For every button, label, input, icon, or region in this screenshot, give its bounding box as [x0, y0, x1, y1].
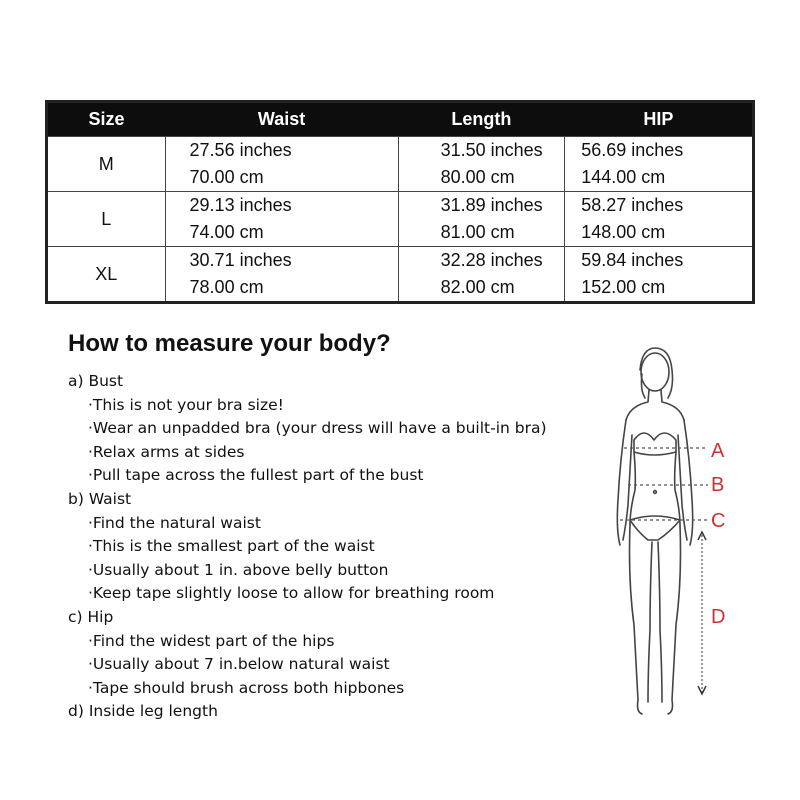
body-measurement-figure: [590, 340, 750, 730]
hip-cell: [565, 192, 754, 247]
label-leg-d: D: [711, 606, 726, 628]
header-hip: HIP: [565, 102, 754, 137]
size-label: L: [47, 192, 166, 247]
header-length: Length: [398, 102, 565, 137]
size-label: XL: [47, 247, 166, 303]
header-waist: Waist: [165, 102, 398, 137]
header-size: Size: [47, 102, 166, 137]
guide-line: ·Keep tape slightly loose to allow for breathing room: [88, 584, 495, 603]
guide-line: b) Waist: [68, 489, 132, 508]
waist-cm: 78.00 cm: [189, 277, 264, 297]
guide-line: ·Usually about 1 in. above belly button: [88, 560, 389, 579]
hip-cell: [565, 137, 754, 192]
hip-cm: 148.00 cm: [581, 222, 666, 242]
size-chart-table: [45, 100, 755, 304]
label-bust-a: A: [711, 440, 725, 462]
guide-line: ·Tape should brush across both hipbones: [88, 678, 405, 697]
length-inches: 31.89 inches: [440, 195, 543, 215]
guide-line: c) Hip: [68, 607, 114, 626]
waist-inches: 29.13 inches: [189, 195, 292, 215]
hip-cell: [565, 247, 754, 303]
waist-inches: 30.71 inches: [189, 250, 292, 270]
table-row: [47, 247, 754, 303]
length-inches: 32.28 inches: [440, 250, 543, 270]
label-hip-c: C: [711, 510, 726, 532]
guide-line: ·Find the widest part of the hips: [88, 631, 335, 650]
length-cell: [398, 247, 565, 303]
table-row: [47, 137, 754, 192]
guide-line: ·Pull tape across the fullest part of the bust: [88, 466, 424, 485]
hip-inches: 58.27 inches: [581, 195, 684, 215]
measurement-lines: [620, 448, 708, 692]
hip-cm: 152.00 cm: [581, 277, 666, 297]
length-cm: 82.00 cm: [440, 277, 515, 297]
waist-cell: [165, 192, 398, 247]
guide-line: a) Bust: [68, 372, 124, 390]
guide-line: ·Relax arms at sides: [88, 442, 245, 461]
hip-inches: 56.69 inches: [581, 140, 684, 160]
table-row: [47, 192, 754, 247]
waist-inches: 27.56 inches: [189, 140, 292, 160]
length-cell: [398, 137, 565, 192]
measure-guide-list: [68, 370, 547, 724]
hip-inches: 59.84 inches: [581, 250, 684, 270]
body-outline: [617, 348, 692, 714]
length-cell: [398, 192, 565, 247]
waist-cell: [165, 137, 398, 192]
guide-line: ·Usually about 7 in.below natural waist: [88, 655, 390, 674]
waist-cell: [165, 247, 398, 303]
label-waist-b: B: [711, 474, 725, 496]
guide-line: ·This is the smallest part of the waist: [88, 537, 375, 556]
length-inches: 31.50 inches: [440, 140, 543, 160]
guide-line: ·Find the natural waist: [88, 513, 261, 532]
measure-guide-title: How to measure your body?: [68, 330, 391, 357]
hip-cm: 144.00 cm: [581, 167, 666, 187]
length-cm: 80.00 cm: [440, 167, 515, 187]
waist-cm: 70.00 cm: [189, 167, 264, 187]
waist-cm: 74.00 cm: [189, 222, 264, 242]
guide-line: d) Inside leg length: [68, 702, 218, 721]
size-chart-header-row: [47, 102, 754, 137]
length-cm: 81.00 cm: [440, 222, 515, 242]
size-label: M: [47, 137, 166, 192]
guide-line: ·This is not your bra size!: [88, 395, 284, 414]
guide-line: ·Wear an unpadded bra (your dress will have a built-in bra): [88, 419, 547, 438]
